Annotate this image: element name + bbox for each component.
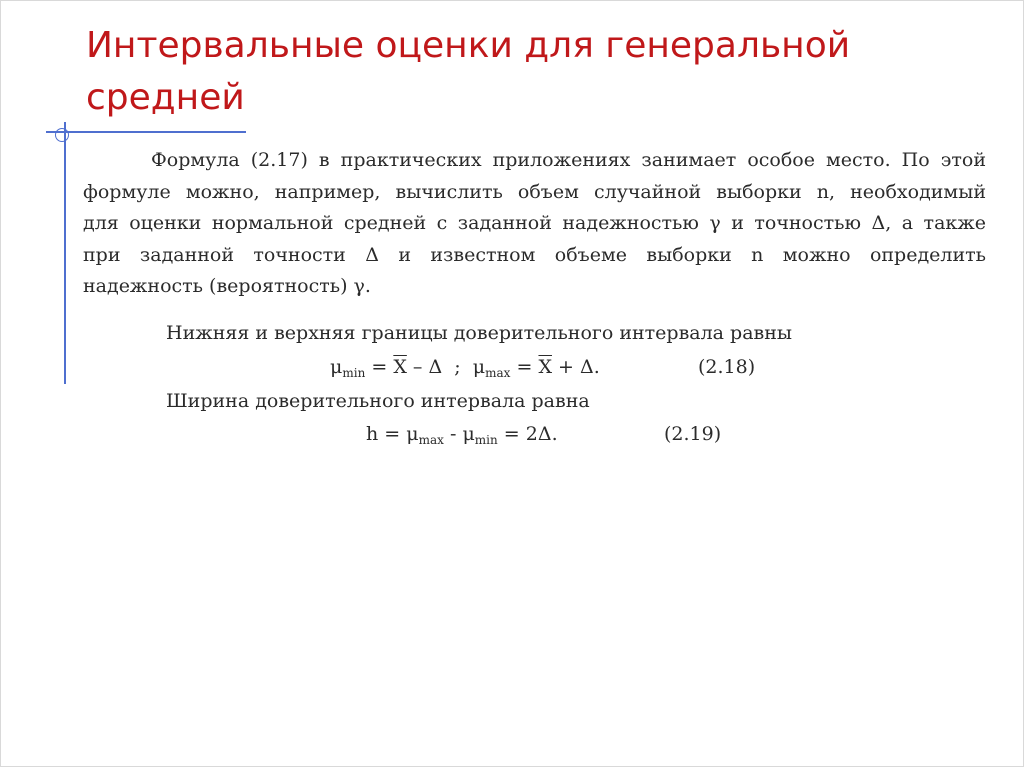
formula-2-19 xyxy=(366,423,558,447)
mu-symbol: μ xyxy=(330,356,343,378)
minus-sign: - xyxy=(449,423,457,445)
equals-sign: = xyxy=(516,356,533,378)
paragraph-line: формуле можно, например, вычислить объем случайной выборки n, необходимый xyxy=(83,180,986,203)
paragraph-line: при заданной точности Δ и известном объеме выборки n можно определить xyxy=(83,243,986,266)
paragraph-line: для оценки нормальной средней с заданной надежностью γ и точностью Δ, а также xyxy=(83,212,986,234)
max-subscript: max xyxy=(418,433,444,447)
formula-2-18 xyxy=(330,356,600,380)
x-bar-symbol: $\overline{X}$ xyxy=(393,356,407,378)
mu-symbol: μ xyxy=(472,356,486,378)
plus-delta: + Δ. xyxy=(558,356,600,378)
max-subscript: max xyxy=(485,366,511,380)
minus-delta: – Δ xyxy=(412,356,443,378)
h-equals: h = xyxy=(366,423,401,445)
slide-title: Интервальные оценки для генеральной средней xyxy=(86,25,851,118)
equation-number-2-18: (2.18) xyxy=(698,356,756,378)
equation-number-2-19: (2.19) xyxy=(664,423,722,445)
mu-symbol: μ xyxy=(462,423,475,445)
bounds-intro-text: Нижняя и верхняя границы доверительного интервала равны xyxy=(166,322,793,344)
paragraph-line: надежность (вероятность) γ. xyxy=(83,275,371,297)
vertical-guide-line xyxy=(64,122,66,384)
horizontal-guide-line xyxy=(46,131,246,133)
body-paragraph xyxy=(83,145,986,303)
min-subscript: min xyxy=(342,366,366,380)
crosshair-circle-icon xyxy=(55,128,69,142)
mu-symbol: μ xyxy=(406,423,419,445)
result: = 2Δ. xyxy=(503,423,558,445)
equals-sign: = xyxy=(371,356,388,378)
separator: ; xyxy=(454,356,461,378)
width-intro-text: Ширина доверительного интервала равна xyxy=(166,390,590,412)
x-bar-symbol: $\overline{X}$ xyxy=(538,356,552,378)
paragraph-line: Формула (2.17) в практических приложениях занимает особое место. По этой xyxy=(151,149,986,171)
min-subscript: min xyxy=(474,433,498,447)
